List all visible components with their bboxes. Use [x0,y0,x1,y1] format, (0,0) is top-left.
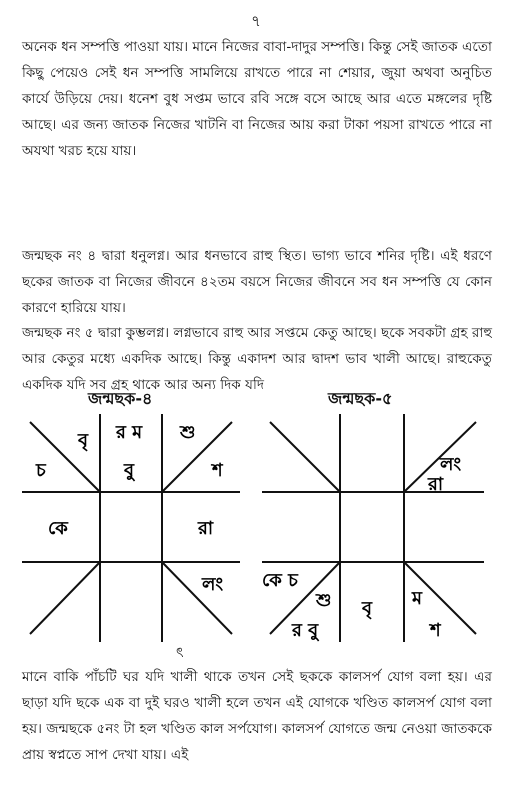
chart4-cell-mid-right: রা [198,518,214,539]
chart4-cell-top-mid-b: বু [124,460,135,481]
chart4-cell-top-right-a: শু [180,422,196,443]
chart5-cell-bottom-left-a: কে চ [262,570,298,591]
stray-mark: ৎ [176,645,184,661]
paragraph-2: জন্মছক নং ৪ দ্বারা ধনুলগ্ন। আর ধনভাবে রাহু স্থিত। ভাগ্য ভাবে শনির দৃষ্টি। এই ধরণে ছকের জাতক বা নিজের জীবনে ৪২তম বয়সে নিজের জীবনে সব ধন সম্পত্তি যে কোন কারণে হারিয়ে যায়। [22,248,492,316]
chart5-cell-bottom-right-b: শ [430,620,441,641]
chart5-cell-bottom-left-b: শু [316,590,332,611]
chart4-cell-top-left-b: চ [36,460,46,481]
chart-5-title: জন্মছক-৫ [328,389,393,408]
birth-chart-5 [262,414,484,642]
chart4-cell-top-left-a: বৃ [78,430,89,451]
chart4-cell-top-mid-a: র ম [116,422,143,443]
chart5-cell-bottom-left-c: র বু [292,620,319,641]
chart5-cell-top-right-b: রা [428,474,444,495]
chart5-cell-bottom-mid: বৃ [362,598,373,619]
birth-chart-4 [22,414,240,642]
chart4-cell-bottom-right: লং [202,574,224,595]
chart4-cell-mid-left: কে [48,518,68,539]
paragraph-1: অনেক ধন সম্পত্তি পাওয়া যায়। মানে নিজের বাবা-দাদুর সম্পত্তি। কিন্তু সেই জাতক এতো কিছু পেয়েও সেই ধন সম্পত্তি সামলিয়ে রাখতে পারে না শেয়ার, জুয়া অথবা অনুচিত কার্যে উড়িয়ে দেয়। ধনেশ বুধ সপ্তম ভাবে রবি সঙ্গে বসে আছে আর এতে মঙ্গলের দৃষ্টি আছে। এর জন্য জাতক নিজের খাটনি বা নিজের আয় করা টাকা পয়সা রাখতে পারে না অযথা খরচ হয়ে যায়। [22,39,492,159]
chart4-cell-top-right-b: শ [212,460,223,481]
chart5-cell-bottom-right-a: ম [412,588,422,609]
chart-4-title: জন্মছক-৪ [88,389,153,408]
paragraph-3: জন্মছক নং ৫ দ্বারা কুম্ভলগ্ন। লগ্নভাবে রাহু আর সপ্তমে কেতু আছে। ছকে সবকটা গ্রহ রাহু আর কেতুর মধ্যে একদিক আছে। কিন্তু একাদশ আর দ্বাদশ ভাব খালী আছে। রাহুকেতু একদিক যদি সব গ্রহ থাকে আর অন্য দিক যদি [22,325,493,393]
chart5-cell-top-right-a: লং [440,454,462,475]
page-number: ৭ [251,12,261,30]
paragraph-4: মানে বাকি পাঁচটি ঘর যদি খালী থাকে তখন সেই ছককে কালসর্প যোগ বলা হয়। এর ছাড়া যদি ছকে এক বা দুই ঘরও খালী হলে তখন এই যোগকে খণ্ডিত কালসর্প যোগ বলা হয়। জন্মছকে ৫নং টা হল খণ্ডিত কাল সর্পযোগ। কালসর্প যোগতে জন্ম নেওয়া জাতককে প্রায় স্বপ্নতে সাপ দেখা যায়। এই [22,669,492,763]
